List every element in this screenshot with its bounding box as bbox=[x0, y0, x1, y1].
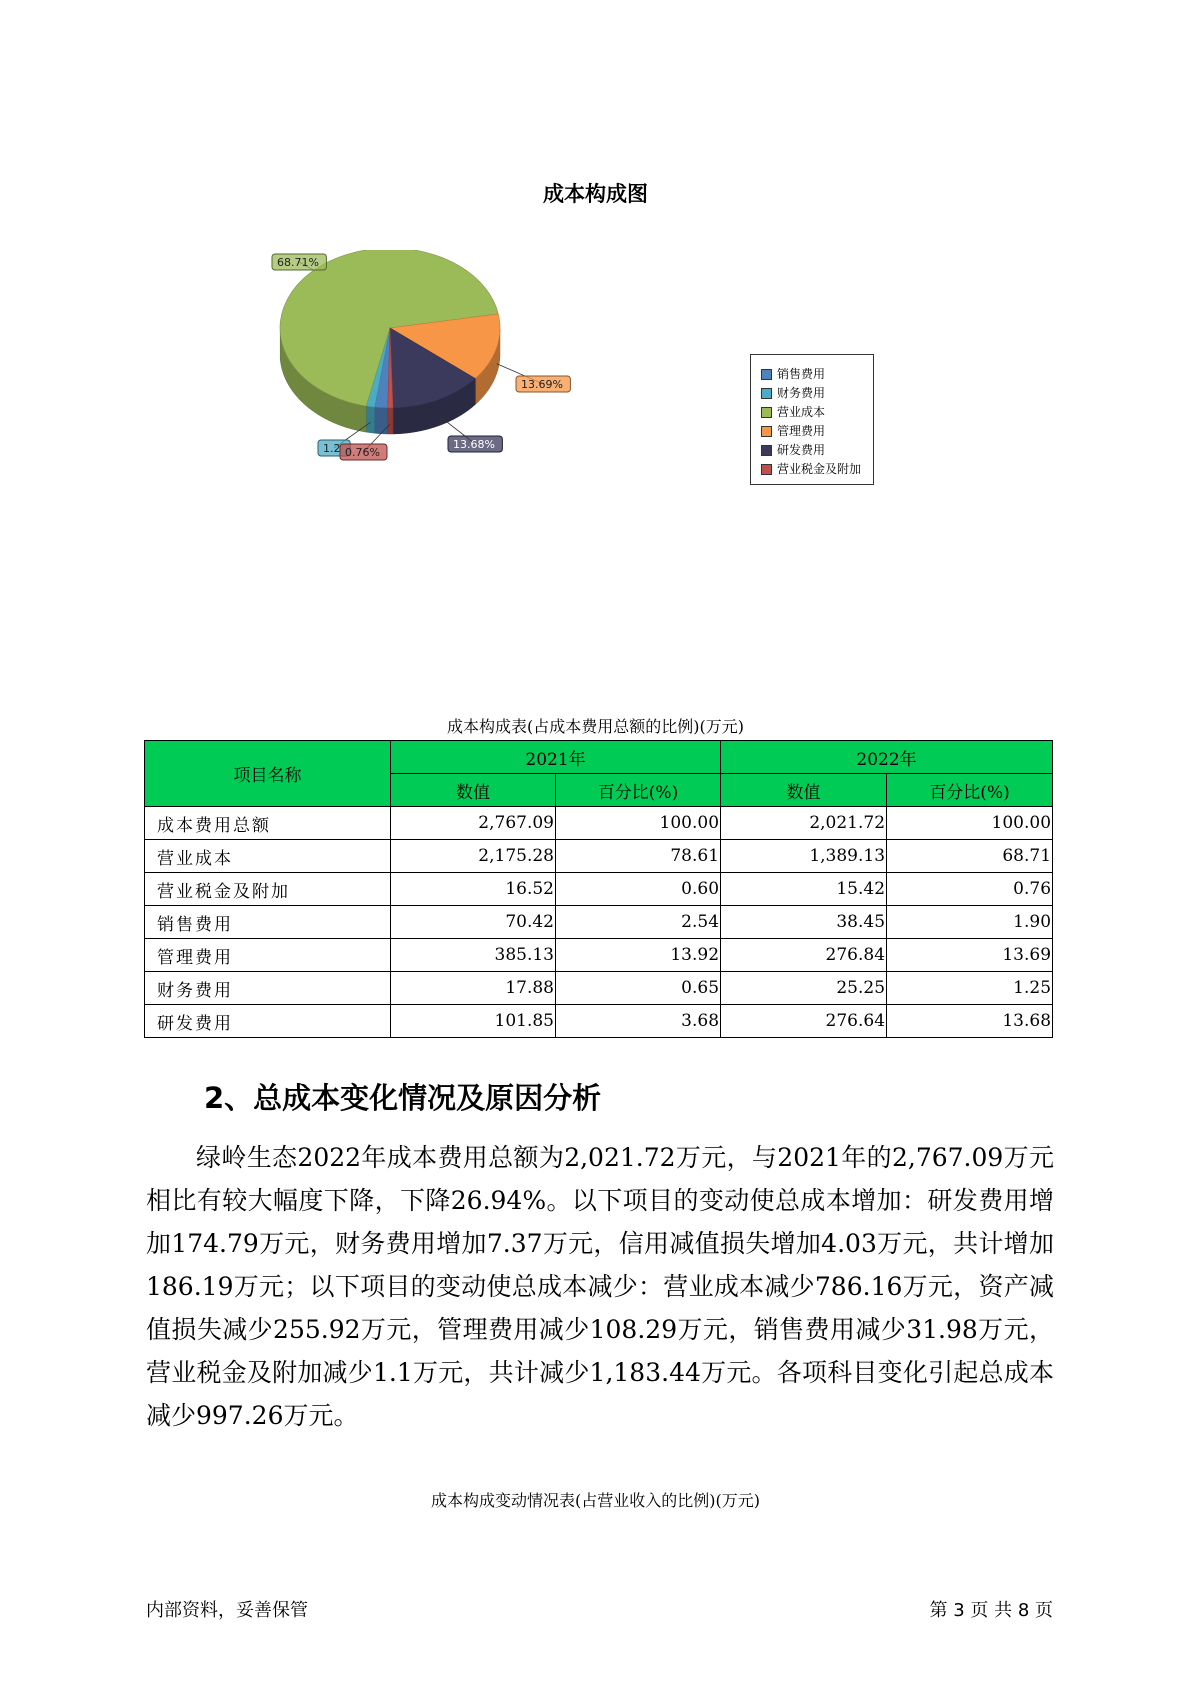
percent-2022: 13.69 bbox=[887, 939, 1053, 972]
header-year-2021: 2021年 bbox=[391, 741, 721, 774]
percent-2022: 13.68 bbox=[887, 1005, 1053, 1038]
value-2021: 70.42 bbox=[391, 906, 556, 939]
table-row bbox=[145, 807, 1053, 840]
value-2022: 276.64 bbox=[721, 1005, 887, 1038]
header-item-name: 项目名称 bbox=[145, 741, 391, 807]
footer-confidential: 内部资料，妥善保管 bbox=[146, 1600, 308, 1621]
pie-label: 13.68% bbox=[453, 438, 495, 451]
table-caption: 成本构成表(占成本费用总额的比例)(万元) bbox=[447, 717, 744, 736]
pie-slice-side bbox=[375, 407, 388, 434]
value-2022: 1,389.13 bbox=[721, 840, 887, 873]
percent-2021: 100.00 bbox=[556, 807, 721, 840]
value-2022: 15.42 bbox=[721, 873, 887, 906]
value-2021: 16.52 bbox=[391, 873, 556, 906]
percent-2021: 78.61 bbox=[556, 840, 721, 873]
legend-item bbox=[761, 384, 873, 403]
chart-legend bbox=[750, 354, 874, 485]
chart-title: 成本构成图 bbox=[543, 182, 648, 206]
percent-2021: 13.92 bbox=[556, 939, 721, 972]
percent-2022: 1.90 bbox=[887, 906, 1053, 939]
table-row bbox=[145, 840, 1053, 873]
row-name: 营业成本 bbox=[145, 840, 391, 873]
subheader-percent-2021: 百分比(%) bbox=[556, 774, 721, 807]
row-name: 成本费用总额 bbox=[145, 807, 391, 840]
pie-label: 1.2 bbox=[323, 442, 341, 455]
value-2022: 38.45 bbox=[721, 906, 887, 939]
legend-swatch bbox=[761, 426, 772, 437]
table2-caption: 成本构成变动情况表(占营业收入的比例)(万元) bbox=[431, 1491, 760, 1510]
legend-label: 财务费用 bbox=[777, 386, 826, 400]
value-2021: 2,767.09 bbox=[391, 807, 556, 840]
table-row bbox=[145, 939, 1053, 972]
value-2022: 2,021.72 bbox=[721, 807, 887, 840]
legend-label: 营业税金及附加 bbox=[777, 462, 862, 476]
percent-2021: 0.65 bbox=[556, 972, 721, 1005]
legend-label: 研发费用 bbox=[777, 443, 826, 457]
value-2021: 385.13 bbox=[391, 939, 556, 972]
row-name: 财务费用 bbox=[145, 972, 391, 1005]
legend-label: 销售费用 bbox=[777, 367, 826, 381]
value-2021: 101.85 bbox=[391, 1005, 556, 1038]
row-name: 研发费用 bbox=[145, 1005, 391, 1038]
pie-label: 0.76% bbox=[345, 446, 380, 459]
subheader-value-2022: 数值 bbox=[721, 774, 887, 807]
table-row bbox=[145, 906, 1053, 939]
value-2021: 2,175.28 bbox=[391, 840, 556, 873]
percent-2021: 0.60 bbox=[556, 873, 721, 906]
legend-swatch bbox=[761, 407, 772, 418]
subheader-percent-2022: 百分比(%) bbox=[887, 774, 1053, 807]
percent-2021: 2.54 bbox=[556, 906, 721, 939]
percent-2022: 100.00 bbox=[887, 807, 1053, 840]
table-row bbox=[145, 1005, 1053, 1038]
table-row bbox=[145, 972, 1053, 1005]
footer-page-number: 第 3 页 共 8 页 bbox=[929, 1600, 1053, 1621]
percent-2021: 3.68 bbox=[556, 1005, 721, 1038]
subheader-value-2021: 数值 bbox=[391, 774, 556, 807]
legend-swatch bbox=[761, 464, 772, 475]
legend-label: 管理费用 bbox=[777, 424, 826, 438]
pie-chart bbox=[250, 250, 590, 480]
legend-label: 营业成本 bbox=[777, 405, 826, 419]
percent-2022: 0.76 bbox=[887, 873, 1053, 906]
table-row bbox=[145, 873, 1053, 906]
pie-label: 13.69% bbox=[521, 378, 563, 391]
legend-item bbox=[761, 422, 873, 441]
percent-2022: 1.25 bbox=[887, 972, 1053, 1005]
pie-slice-side bbox=[366, 406, 375, 433]
header-year-2022: 2022年 bbox=[721, 741, 1053, 774]
row-name: 销售费用 bbox=[145, 906, 391, 939]
legend-swatch bbox=[761, 445, 772, 456]
legend-swatch bbox=[761, 388, 772, 399]
legend-item bbox=[761, 403, 873, 422]
legend-item bbox=[761, 460, 873, 479]
pie-label: 68.71% bbox=[277, 256, 319, 269]
percent-2022: 68.71 bbox=[887, 840, 1053, 873]
analysis-paragraph: 绿岭生态2022年成本费用总额为2,021.72万元，与2021年的2,767.09万元相比有较大幅度下降，下降26.94%。以下项目的变动使总成本增加：研发费用增加174.79万元，财务费用增加7.37万元，信用减值损失增加4.03万元，共计增加186.19万元；以下项目的变动使总成本减少：营业成本减少786.16万元，资产减值损失减少255.92万元，管理费用减少108.29万元，销售费用减少31.98万元，营业税金及附加减少1.1万元，共计减少1,183.44万元。各项科目变化引起总成本减少997.26万元。 bbox=[146, 1143, 1054, 1430]
cost-composition-table bbox=[144, 740, 1053, 1038]
row-name: 管理费用 bbox=[145, 939, 391, 972]
pie-slice-side bbox=[388, 408, 393, 434]
section-heading: 2、总成本变化情况及原因分析 bbox=[204, 1081, 602, 1115]
value-2021: 17.88 bbox=[391, 972, 556, 1005]
legend-swatch bbox=[761, 369, 772, 380]
value-2022: 25.25 bbox=[721, 972, 887, 1005]
value-2022: 276.84 bbox=[721, 939, 887, 972]
legend-item bbox=[761, 365, 873, 384]
legend-item bbox=[761, 441, 873, 460]
row-name: 营业税金及附加 bbox=[145, 873, 391, 906]
